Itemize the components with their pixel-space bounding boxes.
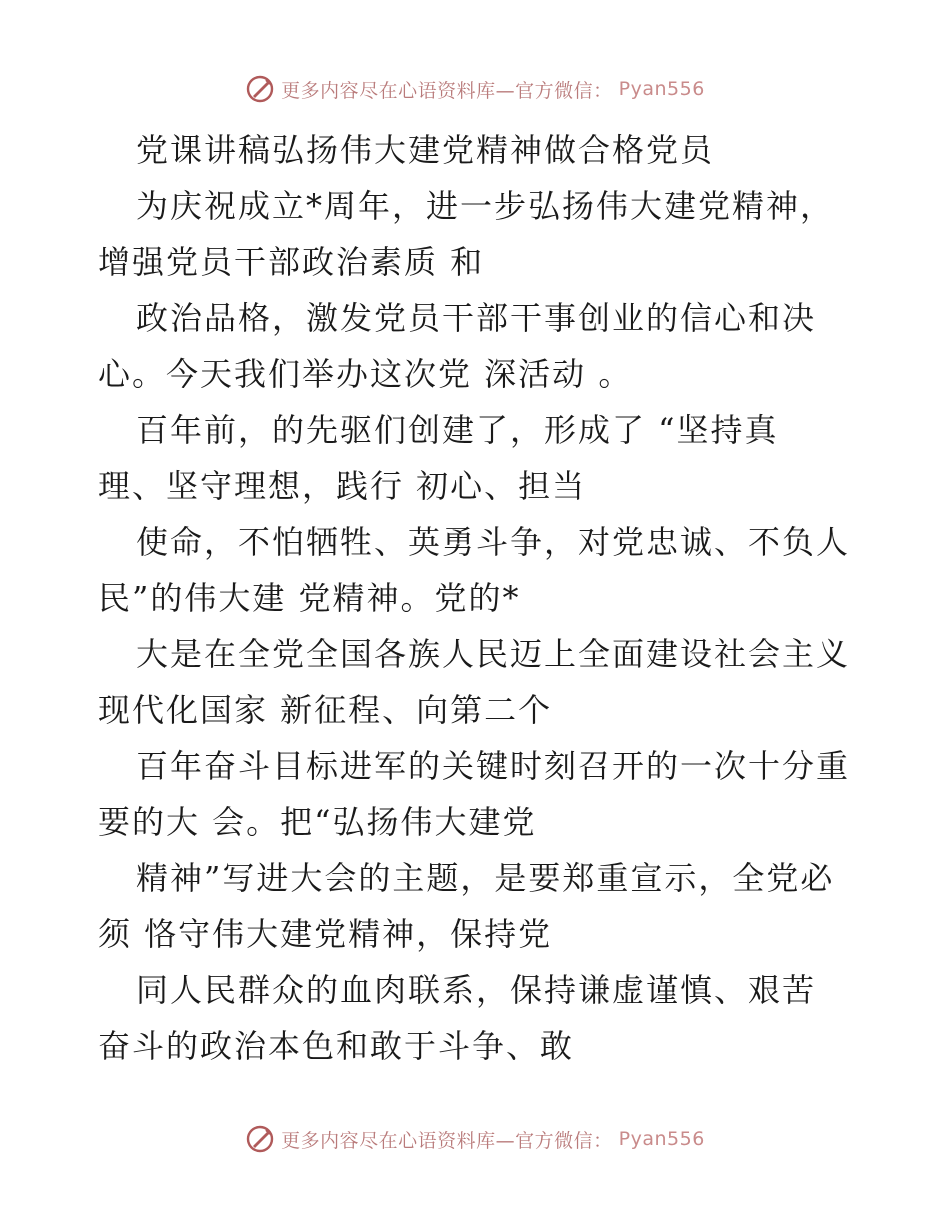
document-line: 精神”写进大会的主题，是要郑重宣示，全党必 — [136, 859, 835, 897]
watermark-text: 更多内容尽在心语资料库—官方微信： — [281, 79, 613, 102]
document-line: 增强党员干部政治素质 和 — [98, 243, 485, 281]
watermark-footer — [0, 1124, 950, 1154]
watermark-text: 更多内容尽在心语资料库—官方微信： — [281, 1129, 613, 1152]
document-line: 理、坚守理想，践行 初心、担当 — [98, 467, 587, 505]
watermark-brand: Pyan556 — [618, 1128, 705, 1150]
document-body — [98, 122, 858, 1074]
document-line: 党课讲稿弘扬伟大建党精神做合格党员 — [136, 131, 715, 169]
document-line: 奋斗的政治本色和敢于斗争、敢 — [98, 1027, 575, 1065]
quill-pen-seal-icon — [245, 74, 275, 104]
document-line: 须 恪守伟大建党精神，保持党 — [98, 915, 553, 953]
document-line: 同人民群众的血肉联系，保持谦虚谨慎、艰苦 — [136, 971, 817, 1009]
document-line: 为庆祝成立*周年，进一步弘扬伟大建党精神， — [136, 187, 835, 225]
document-line: 使命，不怕牺牲、英勇斗争，对党忠诚、不负人 — [136, 523, 851, 561]
watermark-header — [0, 74, 950, 104]
document-line: 大是在全党全国各族人民迈上全面建设社会主义 — [136, 635, 851, 673]
document-line: 百年奋斗目标进军的关键时刻召开的一次十分重 — [136, 747, 851, 785]
watermark-brand: Pyan556 — [618, 78, 705, 100]
document-line: 百年前，的先驱们创建了，形成了 “坚持真 — [136, 411, 779, 449]
document-line: 政治品格，激发党员干部干事创业的信心和决 — [136, 299, 817, 337]
document-line: 现代化国家 新征程、向第二个 — [98, 691, 553, 729]
quill-pen-seal-icon — [245, 1124, 275, 1154]
document-line: 心。今天我们举办这次党 深活动 。 — [98, 355, 633, 393]
document-line: 要的大 会。把“弘扬伟大建党 — [98, 803, 537, 841]
document-line: 民”的伟大建 党精神。党的* — [98, 579, 521, 617]
